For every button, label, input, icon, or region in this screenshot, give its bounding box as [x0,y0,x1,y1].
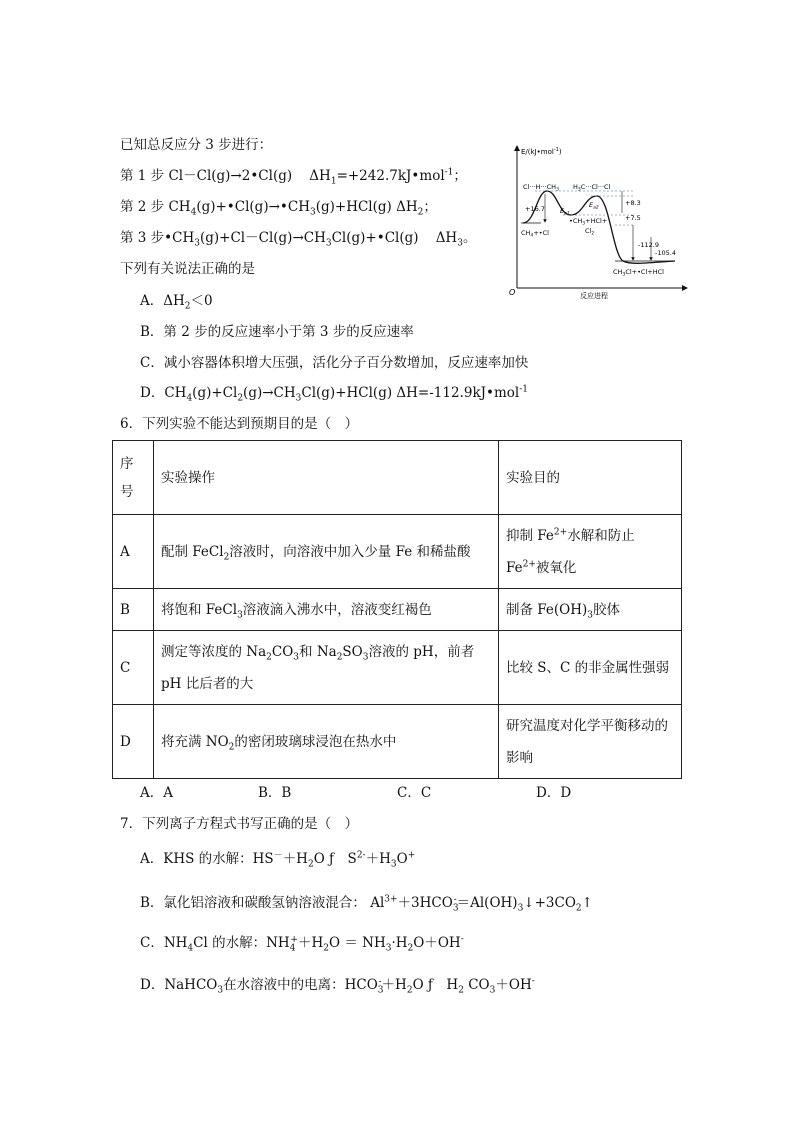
table-header-row [113,441,682,515]
q7-option-c: C．$NH_4Cl$ 的水解：$NH_4^++H_2O = NH_3\cdot H_2O+OH^-$ [140,934,464,954]
y-axis-label: E/(kJ•mol$^{-1}$) [521,147,562,156]
row-operation: 配制 FeCl$_2$溶液时，向溶液中加入少量 Fe 和稀盐酸 [154,515,499,589]
q6-choice-b: B．B [258,785,292,801]
q5-step3: 第 3 步$•CH_3(g)+Cl-Cl(g)\to CH_3Cl(g)+•Cl(g)$ $\Delta H_3$。 [120,230,477,249]
row-id: A [113,515,154,589]
q5-option-a: A．$\Delta H_2<0$ [140,293,213,312]
x-axis-label: 反应进程 [580,292,608,300]
energy-curve [523,191,675,263]
table-row [113,515,682,589]
q6-choice-c: C．C [397,785,432,801]
q7-option-d: D．NaHCO$_3$在水溶液中的电离：$HCO_3^-+H_2O$ ƒ $H_2$ $CO_3+OH^-$ [140,976,535,996]
row-operation: 将充满 $NO_2$的密闭玻璃球浸泡在热水中 [154,705,499,779]
table-row [113,589,682,631]
q5-option-c: C．减小容器体积增大压强，活化分子百分数增加，反应速率加快 [140,355,529,371]
row-goal: 比较 S、C 的非金属性强弱 [499,631,682,705]
ts2-label: $H_3C\cdot\cdot\cdot Cl\cdot\cdot\cdot Cl$ [573,183,611,193]
origin-label: O [509,288,516,297]
row-operation: 将饱和 FeCl$_3$溶液滴入沸水中，溶液变红褐色 [154,589,499,631]
v1-label: +16.7 [525,205,545,213]
row-id: D [113,705,154,779]
q6-title: 6．下列实验不能达到预期目的是（ ） [120,416,359,432]
end-label: $CH_3Cl+•Cl+HCl$ [613,268,664,278]
ea1-label: $E_{a1}$ [560,207,570,217]
header-goal: 实验目的 [499,441,682,515]
cl2-label: $Cl_2$ [585,227,595,237]
q6-choice-a: A．A [140,785,173,801]
energy-diagram [505,143,690,303]
row-goal: 研究温度对化学平衡移动的影响 [499,705,682,779]
q5-ask: 下列有关说法正确的是 [120,261,255,277]
table-row [113,631,682,705]
ts1-label: $Cl\cdot\cdot\cdot H\cdot\cdot\cdot CH_3$ [523,183,559,193]
v5-label: -105.4 [655,249,676,257]
q7-title: 7．下列离子方程式书写正确的是（ ） [120,816,359,832]
ea2-label: $E_{a2}$ [589,201,599,211]
v3-label: +7.5 [625,214,641,222]
experiment-table [112,440,682,779]
row-operation: 测定等浓度的 $Na_2CO_3$和 $Na_2SO_3$溶液的 pH，前者 pH 比后者的大 [154,631,499,705]
row-goal: 抑制 $Fe^{2+}$水解和防止 $Fe^{2+}$被氧化 [499,515,682,589]
row-goal: 制备 $Fe(OH)_3$胶体 [499,589,682,631]
q5-step2: 第 2 步 $CH_4(g)+•Cl(g)\to•CH_3(g)+HCl(g)$ $\Delta H_2$； [120,199,437,218]
q5-option-d: D．$CH_4(g)+Cl_2(g)\to CH_3Cl(g)+HCl(g)$ ΔH=-112.9kJ•mol$^{-1}$ [140,384,529,404]
header-index: 序 号 [113,441,154,515]
q7-option-a: A．KHS 的水解：$HS^-+H_2O$ ƒ $S^{2-}+H_3O^+$ [140,850,416,870]
q5-option-b: B．第 2 步的反应速率小于第 3 步的反应速率 [140,324,414,340]
q7-option-b: B．氯化铝溶液和碳酸氢钠溶液混合： $Al^{3+}+3HCO_3^-=Al(OH)_3↓+3CO_2↑$ [140,894,593,914]
row-id: C [113,631,154,705]
start-label: $CH_4+•Cl$ [521,229,549,239]
v2-label: +8.3 [625,199,641,207]
row-id: B [113,589,154,631]
table-row [113,705,682,779]
header-operation: 实验操作 [154,441,499,515]
mid-label: $•CH_3+HCl+$ [569,217,608,227]
q5-step1: 第 1 步 Cl－Cl(g)→2•Cl(g) $\Delta H_1=+242.7kJ•mol^{-1}$； [120,167,467,187]
q6-choice-d: D．D [536,785,572,801]
q5-intro: 已知总反应分 3 步进行： [120,137,273,153]
v4-label: -112.9 [638,241,659,249]
